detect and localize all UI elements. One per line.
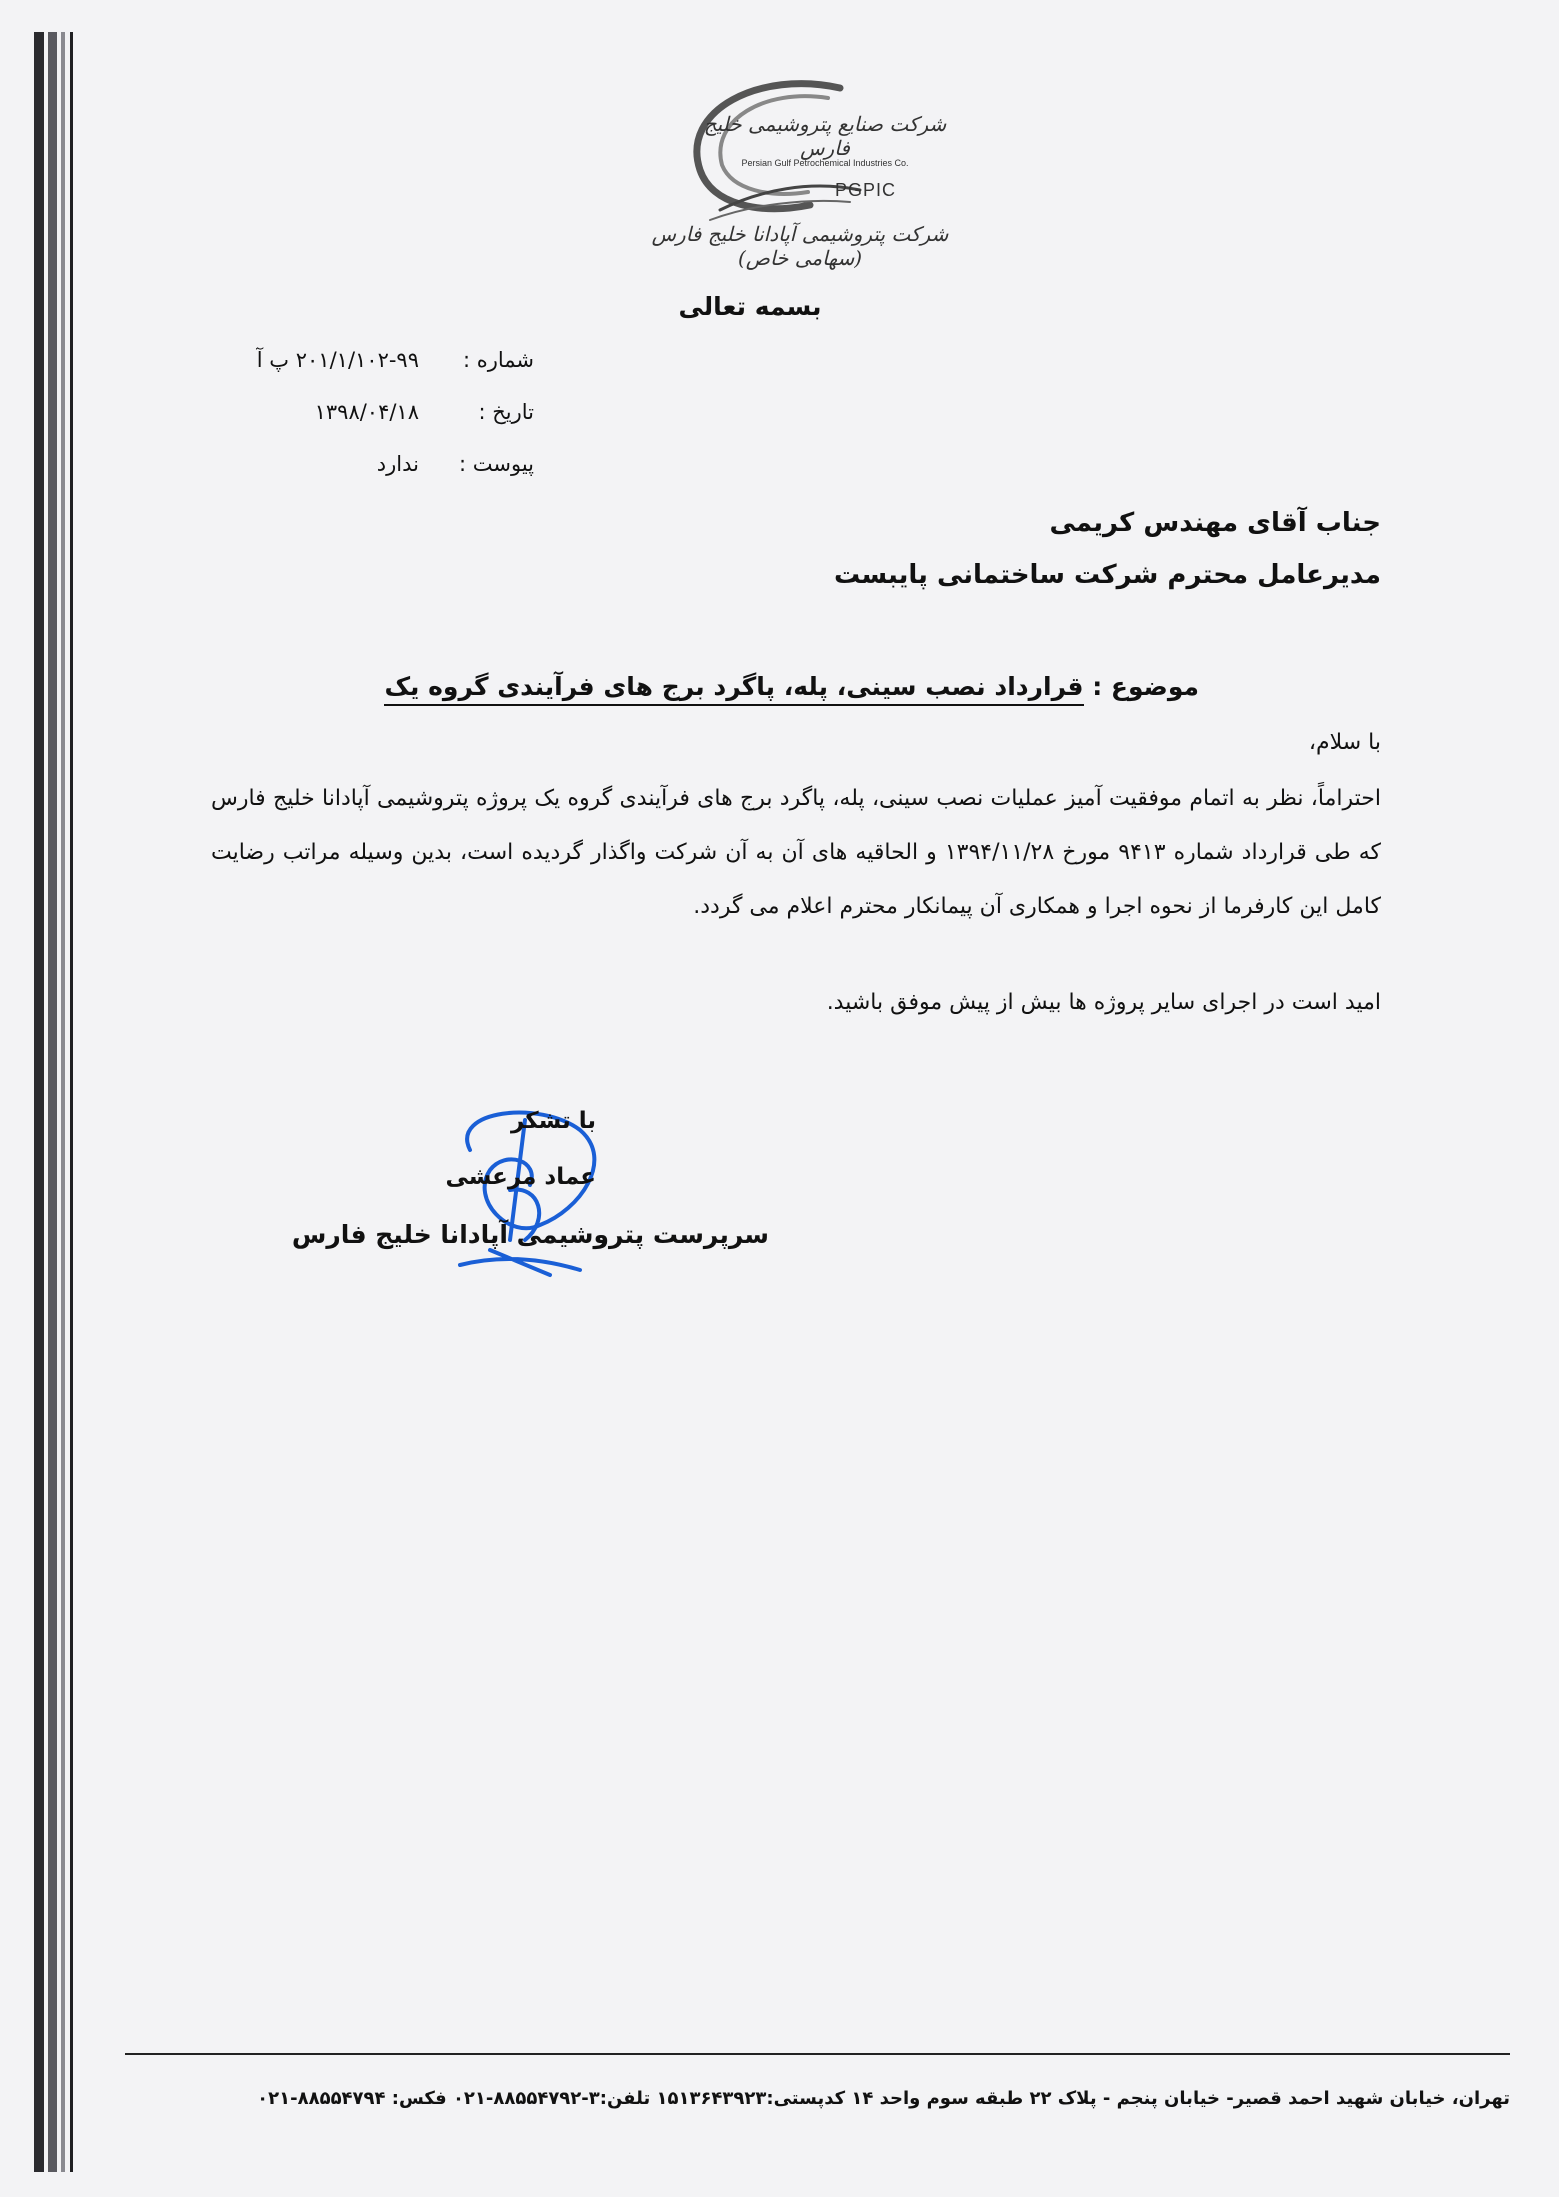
logo-company-name-fa: شرکت صنایع پتروشیمی خلیج فارس bbox=[703, 112, 947, 160]
recipient-name: جناب آقای مهندس کریمی bbox=[1049, 508, 1381, 538]
page-binding-bar bbox=[28, 32, 78, 2172]
letter-greeting: با سلام، bbox=[1308, 730, 1381, 755]
letter-date-value: ۱۳۹۸/۰۴/۱۸ bbox=[314, 400, 419, 424]
footer-address: تهران، خیابان شهید احمد قصیر- خیابان پنجم - پلاک ۲۲ طبقه سوم واحد ۱۴ کدپستی:۱۵۱۳۶۴۳۹۲۳ تلفن:۳-۸۸۵۵۴۷۹۲-۰۲۱ فکس: ۸۸۵۵۴۷۹۴-۰۲۱ bbox=[257, 2088, 1510, 2109]
letter-number-value: ۲۰۱/۱/۱۰۲-۹۹ پ آ bbox=[256, 348, 419, 372]
letter-attachment-value: ندارد bbox=[376, 452, 419, 476]
letter-number-label: شماره : bbox=[462, 348, 534, 372]
letter-number bbox=[257, 348, 534, 372]
letter-attachment-label: پیوست : bbox=[459, 452, 534, 476]
logo-abbreviation: PGPIC bbox=[835, 180, 897, 200]
letter-body: احتراماً، نظر به اتمام موفقیت آمیز عملیات نصب سینی، پله، پاگرد برج های فرآیندی گروه یک پروژه پتروشیمی آپادانا خلیج فارس که طی قرارداد شماره ۹۴۱۳ مورخ ۱۳۹۴/۱۱/۲۸ و الحاقیه های آن به آن شرکت واگذار گردیده است، بدین وسیله مراتب رضایت کامل این کارفرما از نحوه اجرا و همکاری آن پیمانکار محترم اعلام می گردد. bbox=[211, 786, 1381, 919]
subject-label: موضوع : bbox=[1092, 672, 1199, 701]
recipient-title: مدیرعامل محترم شرکت ساختمانی پایبست bbox=[834, 560, 1381, 590]
logo-subsidiary-name: شرکت پتروشیمی آپادانا خلیج فارس (سهامی خاص) bbox=[651, 222, 949, 270]
letter-closing: امید است در اجرای سایر پروژه ها بیش از پیش موفق باشید. bbox=[826, 990, 1381, 1015]
signature-thanks: با تشکر bbox=[510, 1108, 596, 1134]
company-logo bbox=[640, 40, 960, 270]
footer-divider bbox=[125, 2053, 1510, 2055]
letter-attachment bbox=[377, 452, 534, 476]
signatory-title: سرپرست پتروشیمی آپادانا خلیج فارس bbox=[291, 1220, 769, 1249]
letter-subject bbox=[384, 672, 1199, 701]
letter-date-label: تاریخ : bbox=[478, 400, 534, 424]
letter-date bbox=[315, 400, 534, 424]
invocation-heading: بسمه تعالی bbox=[678, 292, 822, 321]
signatory-name: عماد مرعشی bbox=[445, 1164, 596, 1190]
subject-text: قرارداد نصب سینی، پله، پاگرد برج های فرآیندی گروه یک bbox=[384, 672, 1083, 706]
logo-company-name-en: Persian Gulf Petrochemical Industries Co. bbox=[741, 158, 909, 168]
